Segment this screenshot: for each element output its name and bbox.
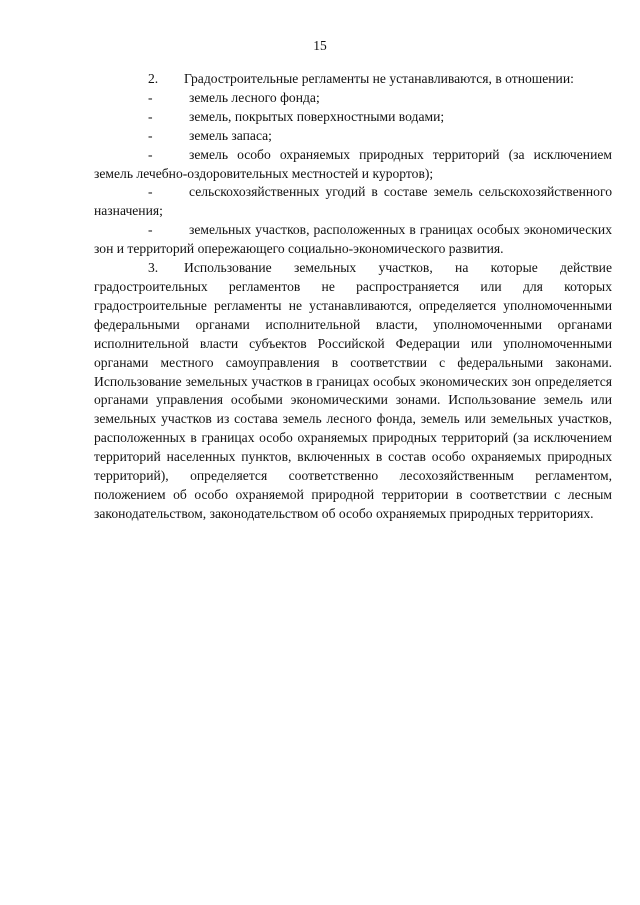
bullet-dash: - — [148, 127, 153, 143]
section-2-text: Градостроительные регламенты не устанавливаются, в отношении: — [184, 71, 574, 86]
section-3-number: 3. — [148, 260, 159, 276]
bullet-dash: - — [148, 89, 153, 105]
bullet-text: земель лесного фонда; — [189, 89, 320, 105]
bullet-text: земельных участков, расположенных в границах особых экономических зон и территорий опережающего социально-экономического развития. — [94, 222, 612, 257]
section-3-text: Использование земельных участков, на которые действие градостроительных регламентов не распространяется или для которых градостроительные регламенты не устанавливаются, определяется уполномоченными федеральными органами исполнительной власти, уполномоченными органами исполнительной власти субъектов Российской Федерации или уполномоченными органами местного самоуправления в соответствии с федеральными законами. Использование земельных участков в границах особых экономических зон определяется органами управления особыми экономическими зонами. Использование земель или земельных участков из состава земель лесного фонда, земель или земельных участков, расположенных в границах особо охраняемых природных территорий (за исключением территорий населенных пунктов, включенных в состав особо охраняемых природных территорий), определяется соответственно лесохозяйственным регламентом, положением об особо охраняемой природной территории в соответствии с лесным законодательством, законодательством об особо охраняемых природных территориях. — [94, 260, 612, 521]
paragraph-section-2 — [94, 70, 612, 89]
page-number: 15 — [313, 38, 327, 53]
paragraph-section-3 — [94, 259, 612, 524]
bullet-text: сельскохозяйственных угодий в составе земель сельскохозяйственного назначения; — [94, 184, 612, 219]
bullet-dash: - — [148, 184, 153, 200]
bullet-text: земель запаса; — [189, 127, 272, 143]
bullet-text: земель, покрытых поверхностными водами; — [189, 108, 445, 124]
bullet-item — [94, 183, 612, 221]
bullet-dash: - — [148, 146, 153, 162]
bullet-item — [94, 146, 612, 184]
bullet-dash: - — [148, 222, 153, 238]
bullet-text: земель особо охраняемых природных территорий (за исключением земель лечебно-оздоровительных местностей и курортов); — [94, 146, 612, 181]
bullet-dash: - — [148, 108, 153, 124]
section-2-number: 2. — [148, 71, 159, 86]
document-body — [94, 70, 612, 524]
bullet-item — [94, 127, 612, 146]
bullet-item — [94, 221, 612, 259]
bullet-item — [94, 108, 612, 127]
bullet-item — [94, 89, 612, 108]
